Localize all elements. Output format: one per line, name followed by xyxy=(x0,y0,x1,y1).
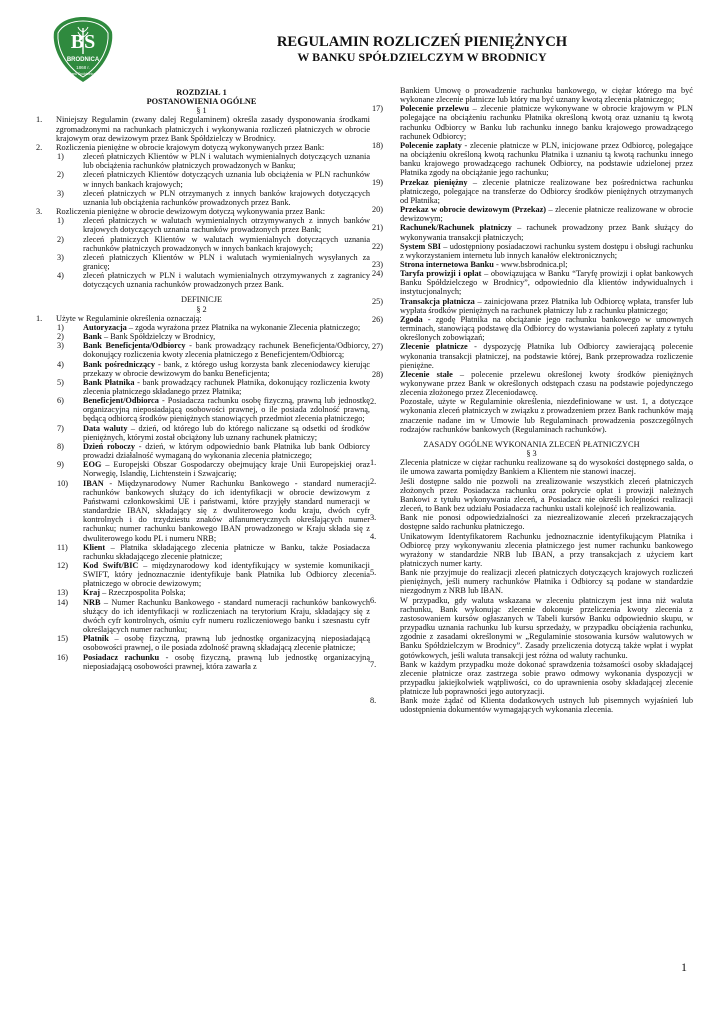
definition-item: 2) Bank – Bank Spółdzielczy w Brodnicy, xyxy=(57,332,216,342)
definition-item: 15) Płatnik – osobę fizyczną, prawną lub jednostkę organizacyjną nieposiadającą osobowości prawnej, o ile posiada zdolność prawną składającą zlecenie płatnicze; xyxy=(57,634,370,653)
left-column xyxy=(33,88,370,671)
definition-item: 19) Przekaz pieniężny – zlecenie płatnicze realizowane bez pośrednictwa rachunku płatniczego, polegające na transferze do Odbiorcy środków pieniężnych otrzymanych od Płatnika; xyxy=(372,177,693,205)
sub-list-item: 3) zleceń płatniczych w PLN otrzymanych z innych banków krajowych dotyczących uznania lub obciążenia rachunków prowadzonych przez Bank. xyxy=(57,188,370,207)
definition-term: Posiadacz rachunku xyxy=(83,652,160,662)
document-subtitle: W BANKU SPÓŁDZIELCZYM W BRODNICY xyxy=(297,50,547,64)
svg-text:BRODNICA: BRODNICA xyxy=(66,57,100,63)
list-item: 7. Bank w każdym przypadku może dokonać sprawdzenia tożsamości osoby składającej zlecenie płatnicze oraz zastrzega sobie prawo odmowy wykonania dyspozycji w przypadku jakiejkolwiek wątpliwości, co do uprawnienia osoby składającej zlecenie płatnicze lub poprawności jego autoryzacji. xyxy=(370,659,693,697)
definition-item: 11) Klient – Płatnika składającego zlecenia płatnicze w Banku, także Posiadacza rachunku składającego zlecenie płatnicze; xyxy=(57,542,370,561)
sub-list-item: 3) zleceń płatniczych Klientów w PLN i walutach wymienialnych wysyłanych za granicę; xyxy=(57,252,370,271)
list-item: 2. Rozliczenia pieniężne w obrocie krajowym dotyczą wykonywanych przez Bank: xyxy=(36,142,325,152)
paragraph-symbol: § 1 xyxy=(196,106,207,116)
chapter-heading: ROZDZIAŁ 1 xyxy=(176,88,227,97)
list-item: 3. Rozliczenia pieniężne w obrocie dewizowym dotyczą wykonywania przez Bank: xyxy=(36,207,326,217)
section-heading: DEFINICJE xyxy=(180,295,223,305)
definition-item: 6) Beneficjent/Odbiorca - Posiadacza rachunku osobę fizyczną, prawną lub jednostkę organizacyjną nieposiadającą osobowości prawnej, o ile posiada zdolność prawną, będącą odbiorcą środków pieniężnych stanowiących przedmiot zlecenia płatniczego; xyxy=(57,396,370,424)
definitions-list xyxy=(370,104,693,397)
svg-text:Bank Spółdzielczy: Bank Spółdzielczy xyxy=(69,72,97,76)
definition-term: Kod Swift/BIC xyxy=(83,560,139,570)
definition-item: 24) Taryfa prowizji i opłat – obowiązująca w Banku “Taryfę prowizji i opłat bankowych Banku Spółdzielczego w Brodnicy”, odpowiednio dla klientów indywidualnych i instytucjonalnych; xyxy=(372,269,693,297)
rules-list xyxy=(370,458,693,714)
definition-item: 9) EOG – Europejski Obszar Gospodarczy obejmujący kraje Unii Europejskiej oraz Norwegię, Islandię, Lichtenstein i Szwajcarię; xyxy=(57,460,370,479)
definition-item: 25) Transakcja płatnicza – zainicjowana przez Płatnika lub Odbiorcę wpłata, transfer lub wypłata środków pieniężnych na rachunek płatniczy lub z rachunku płatniczego; xyxy=(372,296,693,315)
list-item: 5. Bank nie przyjmuje do realizacji zleceń płatniczych dotyczących krajowych rozliczeń pieniężnych, jeśli numery rachunków Płatnika i Odbiorcy są podane w standardzie niezgodnym z NRB lub IBAN. xyxy=(370,568,693,596)
definition-term: Polecenie zapłaty xyxy=(400,140,462,150)
definition-item: 12) Kod Swift/BIC – międzynarodowy kod identyfikujący w systemie komunikacji SWIFT, który jednoznacznie identyfikuje bank Płatnika lub Odbiorcy zlecenia płatniczego w obrocie dewizowym; xyxy=(57,560,370,589)
paragraph-symbol: § 3 xyxy=(526,449,537,459)
definition-term: Przekaz w obrocie dewizowym (Przekaz) xyxy=(400,205,547,215)
definition-term: Bank xyxy=(83,332,102,342)
definition-item: 10) IBAN - Międzynarodowy Numer Rachunku Bankowego - standard numeracji rachunków bankowych służący do ich identyfikacji w obrocie dewizowym z Państwami członkowskimi UE i państwami, które przyjęły standard numeracji w standardzie IBAN, składający się z dwuliterowego kodu kraju, dwóch cyfr kontrolnych i do trzydziestu znaków alfanumerycznych określających numer rachunku; numer rachunku bankowego IBAN prowadzonego w Kraju składa się z dwuliterowego kodu PL i numeru NRB; xyxy=(57,478,370,543)
definition-item: 4) Bank pośredniczący - bank, z którego usług korzysta bank zleceniodawcy kierując przekazy w obrocie dewizowym do banku Beneficjenta; xyxy=(57,359,370,378)
definition-item: 14) NRB – Numer Rachunku Bankowego - standard numeracji rachunków bankowych służący do ich identyfikacji w rozliczeniach na terytorium Kraju, składający się z dwóch cyfr kontrolnych, ośmiu cyfr numeru rozliczeniowego banku i szesnastu cyfr określających numer rachunku; xyxy=(57,597,370,635)
definition-item: 28) Zlecenie stałe – polecenie przelewu określonej kwoty środków pieniężnych wykonywane przez Bank w określonych odstępach czasu na podstawie pojedynczego zlecenia złożonego przez Zleceniodawcę. xyxy=(372,369,693,398)
definition-item: 1) Autoryzacja – zgoda wyrażona przez Płatnika na wykonanie Zlecenia płatniczego; xyxy=(57,322,361,332)
definition-item: 3) Bank Beneficjenta/Odbiorcy - bank prowadzący rachunek Beneficjenta/Odbiorcy, dokonujący rozliczenia kwoty zlecenia płatniczego z Beneficjentem/Odbiorcą; xyxy=(57,341,370,360)
list-item: 3. Bank nie ponosi odpowiedzialności za niezrealizowanie zleceń przekraczających dostępne saldo rachunku płatniczego. xyxy=(370,513,693,532)
bank-logo xyxy=(52,16,114,84)
list-item: 1. Zlecenia płatnicze w ciężar rachunku realizowane są do wysokości dostępnego salda, o ile umowa zawarta pomiędzy Bankiem a Klientem nie stanowi inaczej. xyxy=(370,458,693,477)
definition-term: Transakcja płatnicza xyxy=(400,296,475,306)
sub-list-item: 2) zleceń płatniczych Klientów w walutach wymienialnych dotyczących uznania rachunków płatniczych prowadzonych w innych bankach krajowych; xyxy=(57,234,370,253)
document-title: REGULAMIN ROZLICZEŃ PIENIĘŻNYCH xyxy=(276,34,568,50)
definition-item: 7) Data waluty – dzień, od którego lub do którego naliczane są odsetki od środków pieniężnych, którymi został obciążony lub uznany rachunek płatniczy; xyxy=(57,423,370,442)
section-heading: ZASADY OGÓLNE WYKONANIA ZLECEŃ PŁATNICZYCH xyxy=(423,439,640,449)
definition-term: Zlecenie stałe xyxy=(400,369,453,379)
definition-item: 8) Dzień roboczy - dzień, w którym odpowiednio bank Płatnika lub bank Odbiorcy prowadzi działalność wymaganą do wykonania zlecenia płatniczego; xyxy=(57,441,371,461)
definition-item: 23) Strona internetowa Banku - www.bsbrodnica.pl; xyxy=(372,259,568,269)
sub-list-item: 1) zleceń płatniczych Klientów w PLN i walutach wymienialnych dotyczących uznania lub obciążenia rachunków płatniczych prowadzonych w Banku; xyxy=(57,152,370,171)
definition-item: 21) Rachunek/Rachunek płatniczy – rachunek prowadzony przez Bank służący do wykonywania transakcji płatniczych; xyxy=(372,223,693,242)
chapter-title: POSTANOWIENIA OGÓLNE xyxy=(146,97,257,107)
sub-list-item: 2) zleceń płatniczych Klientów dotyczących uznania lub obciążenia w PLN rachunków w innych bankach krajowych; xyxy=(57,170,370,189)
definition-term: Kraj xyxy=(83,588,101,598)
definition-item: 13) Kraj – Rzeczpospolita Polska; xyxy=(57,588,186,598)
definition-term: NRB xyxy=(83,597,101,607)
definition-item: 18) Polecenie zapłaty - zlecenie płatnicze w PLN, inicjowane przez Odbiorcę, polegające na obciążeniu określoną kwotą rachunku Płatnika i uznaniu tą kwotą rachunku innego banku krajowego prowadzącego rachunek Odbiorcy, na podstawie udzielonej przez Płatnika zgody na obciążanie jego rachunku; xyxy=(372,140,693,178)
right-column xyxy=(370,86,693,715)
document-header xyxy=(200,34,644,64)
definition-term: Dzień roboczy xyxy=(83,441,135,451)
definition-item: 22) System SBI – udostępniony posiadaczowi rachunku system dostępu i obsługi rachunku z wykorzystaniem internetu lub innych kanałów elektronicznych; xyxy=(372,241,693,260)
sub-list-item: 1) zleceń płatniczych w walutach wymienialnych otrzymywanych z innych banków krajowych dotyczących uznania rachunków prowadzonych przez Bank; xyxy=(57,216,370,235)
definition-item: 20) Przekaz w obrocie dewizowym (Przekaz) – zlecenie płatnicze realizowane w obrocie dewizowym; xyxy=(372,205,694,224)
list-item: 2. Pozostałe, użyte w Regulaminie określenia, niezdefiniowane w ust. 1, a dotyczące wykonania zleceń płatniczych w związku z prowadzeniem przez Bank rachunków mają znaczenie nadane im w Umowie lub Regulaminach prowadzenia poszczególnych rodzajów rachunków bankowych (Regulaminach rachunków). xyxy=(370,397,693,434)
definition-term: Bank pośredniczący xyxy=(83,359,155,369)
definition-term: Zgoda xyxy=(400,314,423,324)
list-item: 2. Jeśli dostępne saldo nie pozwoli na zrealizowanie wszystkich zleceń płatniczych złożonych przez Posiadacza rachunku oraz pokrycie opłat i prowizji należnych Bankowi z tytułu wykonywania zleceń, a Posiadacz nie określi kolejności realizacji zleceń, to Bank bez udziału Posiadacza rachunku ustali kolejność ich realizowania. xyxy=(370,476,693,514)
definition-item: 27) Zlecenie płatnicze - dyspozycję Płatnika lub Odbiorcy zawierającą polecenie wykonania transakcji płatniczej, na podstawie której, Bank przeprowadza rozliczenie pieniężne. xyxy=(372,342,693,370)
definition-term: Klient xyxy=(83,542,106,552)
list-item: 1. Niniejszy Regulamin (zwany dalej Regulaminem) określa zasady dysponowania środkami zgromadzonymi na rachunkach płatniczych i wykonywania rozliczeń płatniczych w obrocie krajowym oraz dewizowym przez Bank Spółdzielczy w Brodnicy. xyxy=(36,115,370,143)
list-item: 6. W przypadku, gdy waluta wskazana w zleceniu płatniczym jest inna niż waluta rachunku, Bank wykonując zlecenie dokonuje przeliczenia kwoty zlecenia z zastosowaniem kursów ogłaszanych w Tabeli kursów Banku odpowiednio skupu, w przypadku uznania rachunku lub kursu sprzedaży, w przypadku obciążenia rachunku, zgodnie z zasadami określonymi w „Regulaminie stosowania kursów walutowych w Banku Spółdzielczym w Brodnicy”. Zasady przeliczenia dotyczą także wpłat i wypłat gotówkowych, jeśli waluta transakcji jest różna od waluty rachunku. xyxy=(370,595,693,660)
definition-term: Przekaz pieniężny xyxy=(400,177,468,187)
definition-term: Strona internetowa Banku xyxy=(400,259,494,269)
definitions-list xyxy=(33,323,370,671)
definition-term: Rachunek/Rachunek płatniczy xyxy=(400,223,512,233)
definition-item: 17) Polecenie przelewu – zlecenie płatnicze wykonywane w obrocie krajowym w PLN polegające na obciążeniu rachunku Płatnika określoną kwotą oraz uznaniu tą kwotą rachunku Odbiorcy w Banku lub rachunku innego banku krajowego prowadzącego rachunek Odbiorcy; xyxy=(372,104,693,141)
page-number: 1 xyxy=(681,960,687,974)
definition-term: Zlecenie płatnicze xyxy=(400,342,468,352)
list-item: 8. Bank może żądać od Klienta dodatkowych ustnych lub pisemnych wyjaśnień lub udostępnienia dokumentów wymagających wykonania zlecenia. xyxy=(370,696,693,715)
definition-term: EOG xyxy=(83,460,102,470)
definition-term: Beneficjent/Odbiorca xyxy=(83,396,159,406)
definition-term: Płatnik xyxy=(83,634,109,644)
definition-item: 16) Posiadacz rachunku - osobę fizyczną, prawną lub jednostkę organizacyjną nieposiadającą osobowości prawnej, która zawarła z xyxy=(57,652,370,671)
list-item: 4. Unikatowym Identyfikatorem Rachunku jednoznacznie identyfikującym Płatnika i Odbiorcę przy wykonywaniu zlecenia płatniczego jest numer rachunku bankowego wyrażony w standardzie NRB lub IBAN, a przy transakcjach z użyciem kart płatniczych numer karty. xyxy=(370,531,693,568)
definition-term: Bank Beneficjenta/Odbiorcy xyxy=(83,341,186,351)
definition-term: Data waluty xyxy=(83,423,128,433)
definition-term: Polecenie przelewu xyxy=(400,104,470,114)
svg-text:BS: BS xyxy=(70,31,96,53)
definition-term: Taryfa prowizji i opłat xyxy=(400,269,482,279)
definition-term: Autoryzacja xyxy=(83,322,127,332)
sub-list-item: 4) zleceń płatniczych w PLN i walutach wymienialnych otrzymywanych z zagranicy dotyczących uznania rachunków prowadzonych przez Bank. xyxy=(57,271,370,290)
definition-term: Bank Płatnika xyxy=(83,377,135,387)
definition-item: 26) Zgoda - zgodę Płatnika na obciążanie jego rachunku bankowego w umownych terminach, stanowiącą podstawę dla Odbiorcy do wystawiania poleceń zapłaty z tytułu określonych zobowiązań; xyxy=(372,314,693,343)
definition-item: 5) Bank Płatnika - bank prowadzący rachunek Płatnika, dokonujący rozliczenia kwoty zlecenia płatniczego składanego przez Płatnika; xyxy=(57,377,371,396)
list-item: 1. Użyte w Regulaminie określenia oznaczają: xyxy=(36,313,202,323)
svg-text:1868 r.: 1868 r. xyxy=(76,65,90,70)
paragraph-symbol: § 2 xyxy=(196,304,207,314)
definition-term: IBAN xyxy=(83,478,104,488)
definition-continuation: Bankiem Umowę o prowadzenie rachunku bankowego, w ciężar którego ma być wykonane zlecenie płatnicze lub który ma być uznany kwotą zlecenia płatniczego; xyxy=(400,86,693,105)
definition-term: System SBI xyxy=(400,241,442,251)
